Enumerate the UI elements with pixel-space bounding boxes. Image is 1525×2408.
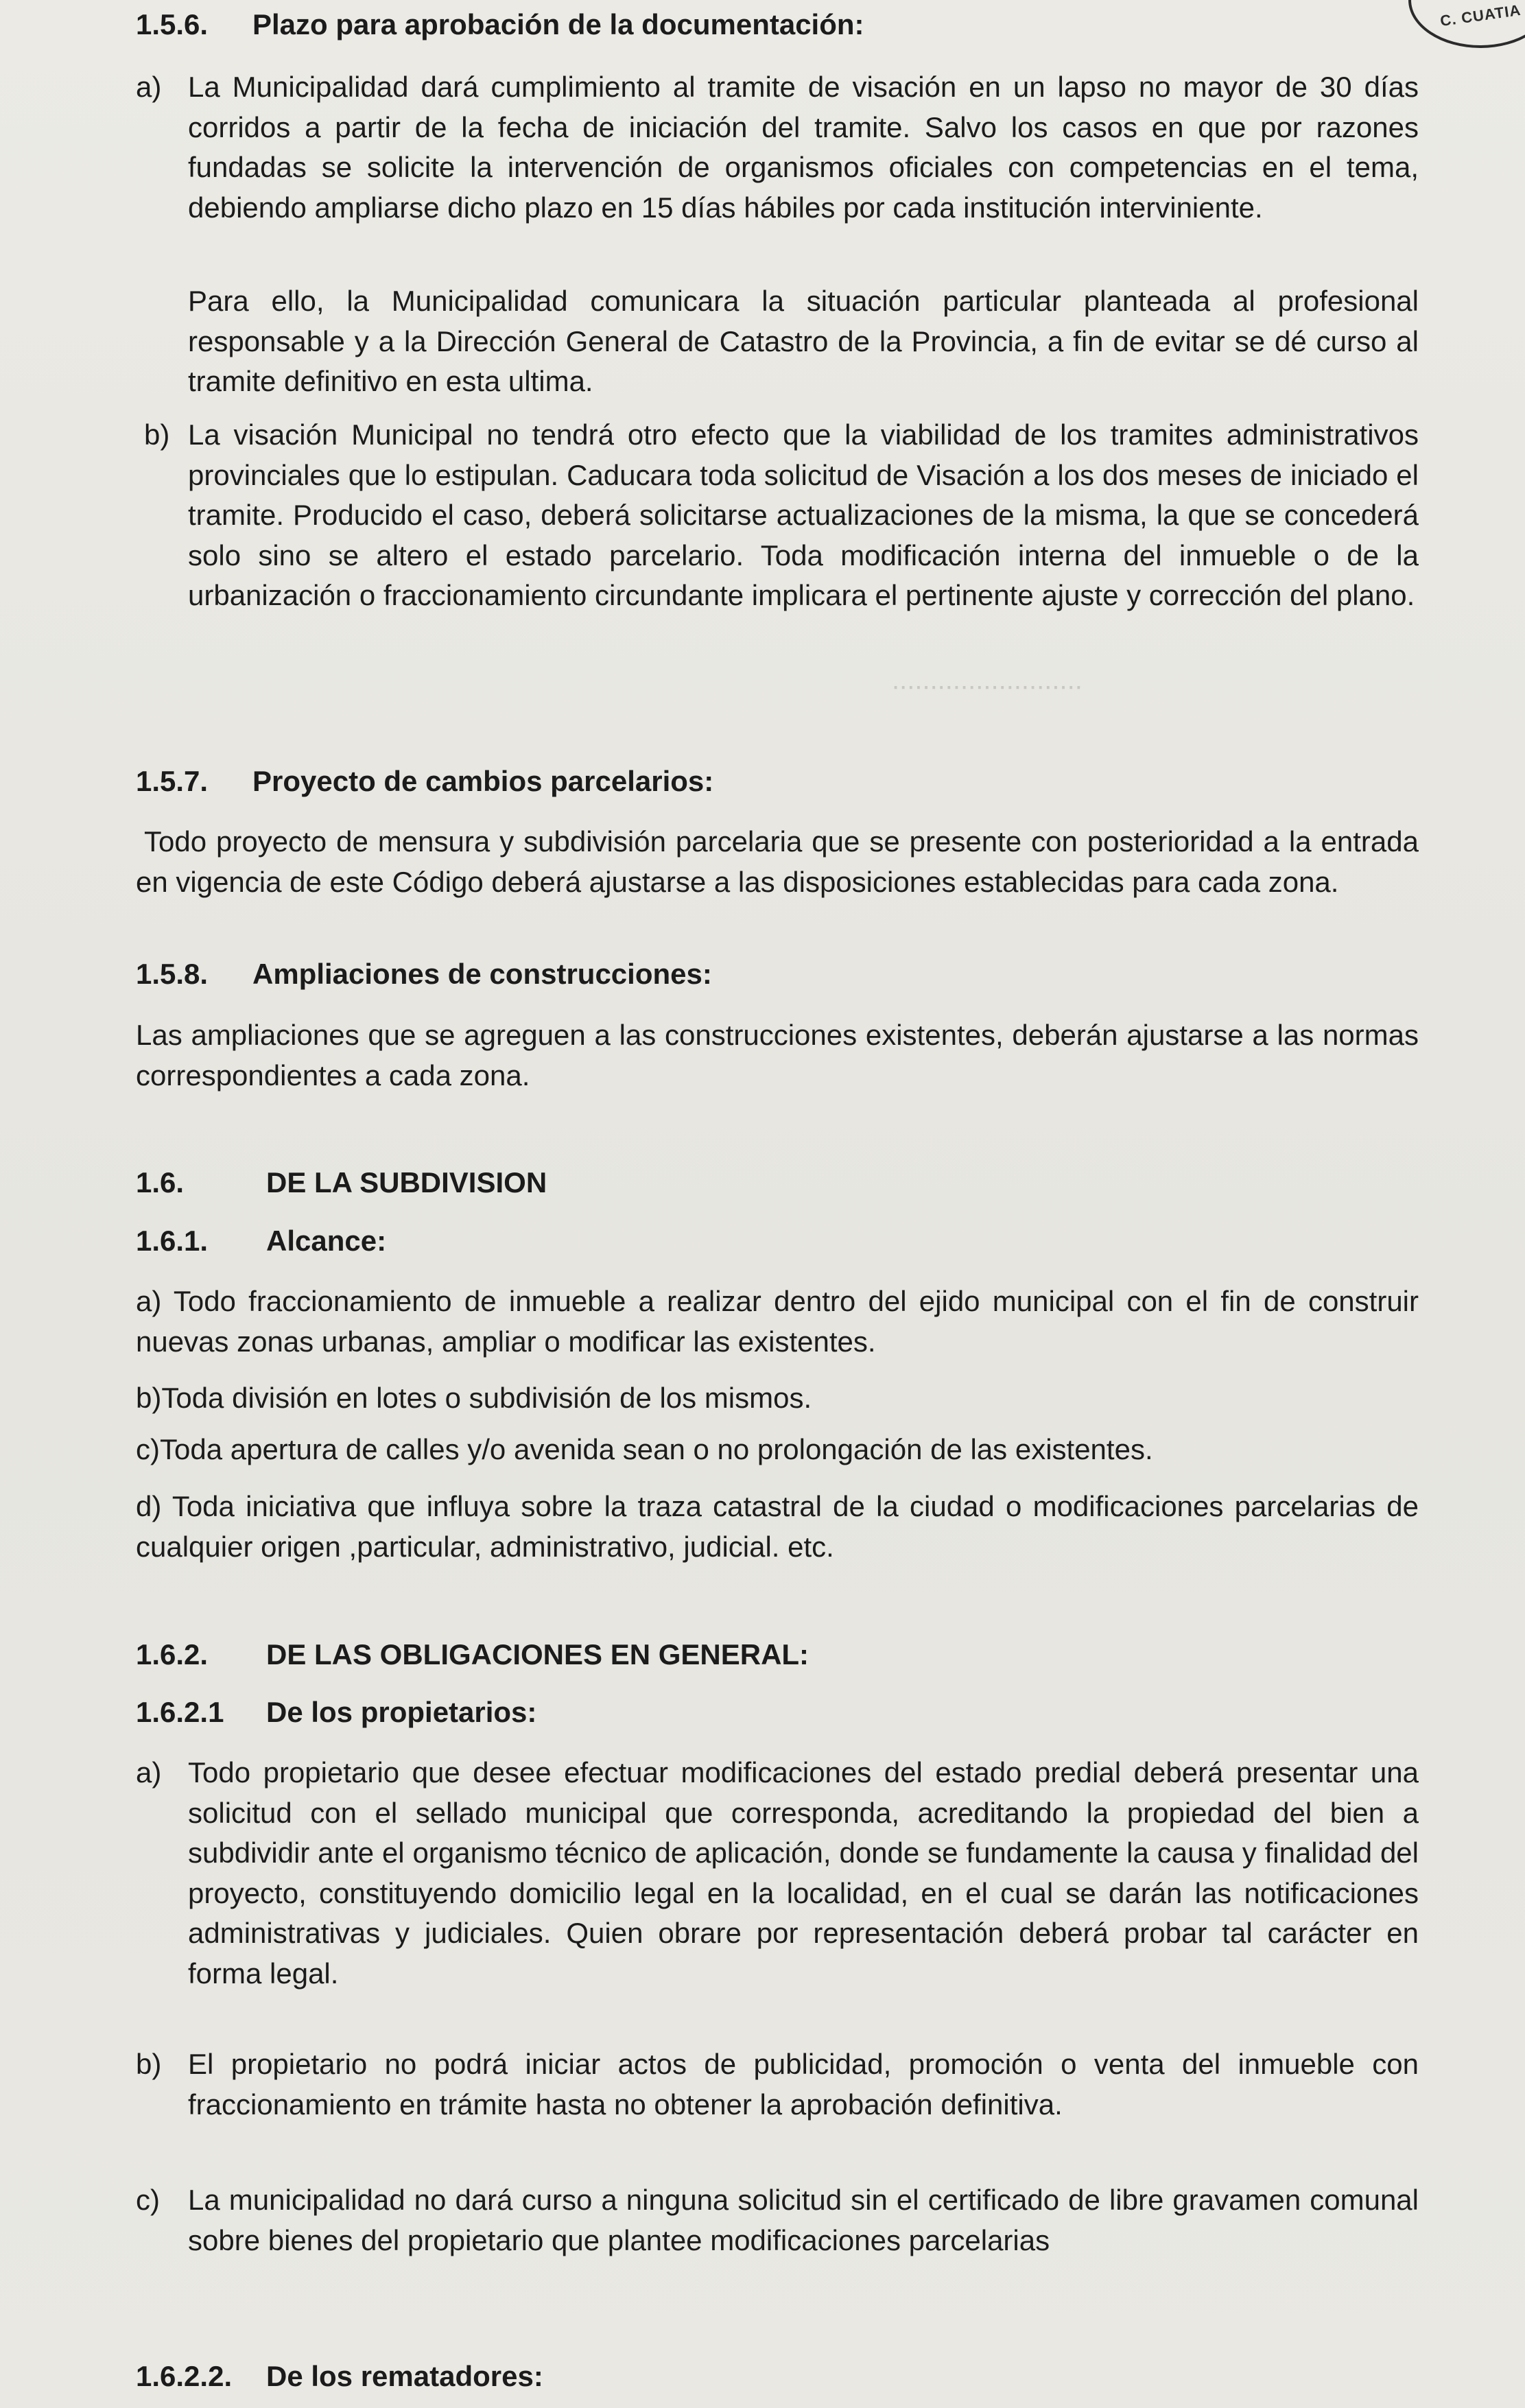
paragraph-text: Las ampliaciones que se agreguen a las construcciones existentes, deberán ajustarse a las normas correspondientes a cada zona. (136, 1019, 1419, 1091)
section-heading-1-6 (136, 1166, 547, 1199)
item-marker: a) (136, 71, 162, 103)
paragraph-text: a) Todo fraccionamiento de inmueble a realizar dentro del ejido municipal con el fin de construir nuevas zonas urbanas, ampliar o modificar las existentes. (136, 1285, 1419, 1358)
official-stamp (1408, 0, 1525, 48)
paragraph-1-5-6-b (144, 415, 1419, 616)
section-heading-1-5-6 (136, 8, 864, 41)
paragraph-1-6-1-d (136, 1487, 1419, 1567)
paragraph-1-5-6-a-cont (188, 281, 1419, 402)
section-title: Plazo para aprobación de la documentación: (252, 8, 864, 40)
section-number: 1.6. (136, 1166, 185, 1199)
section-number: 1.5.7. (136, 765, 209, 797)
section-heading-1-6-2 (136, 1638, 809, 1671)
section-title: De los propietarios: (266, 1696, 537, 1728)
paragraph-1-6-1-a (136, 1282, 1419, 1362)
paragraph-1-6-2-1-a (136, 1753, 1419, 1994)
item-marker: a) (136, 1756, 162, 1789)
paragraph-1-6-1-b (136, 1378, 1419, 1419)
item-marker: b) (144, 418, 170, 451)
paragraph-text: El propietario no podrá iniciar actos de publicidad, promoción o venta del inmueble con fraccionamiento en trámite hasta no obtener la aprobación definitiva. (188, 2048, 1419, 2121)
section-number: 1.6.1. (136, 1225, 209, 1257)
item-marker: c) (136, 2184, 160, 2216)
section-heading-1-6-1 (136, 1225, 386, 1258)
paragraph-text: La Municipalidad dará cumplimiento al tramite de visación en un lapso no mayor de 30 días corridos a partir de la fecha de iniciación del tramite. Salvo los casos en que por razones fundadas se solicite la intervención de organismos oficiales con competencias en el tema, debiendo ampliarse dicho plazo en 15 días hábiles por cada institución interviniente. (188, 71, 1419, 224)
stamp-text: C. CUATIA (1439, 1, 1522, 30)
paragraph-text: b)Toda división en lotes o subdivisión de los mismos. (136, 1382, 812, 1414)
section-number: 1.6.2.1 (136, 1696, 224, 1728)
paragraph-text: La municipalidad no dará curso a ninguna solicitud sin el certificado de libre gravamen comunal sobre bienes del propietario que plantee modificaciones parcelarias (188, 2184, 1419, 2256)
section-number: 1.6.2.2. (136, 2360, 233, 2392)
paragraph-1-5-6-a (136, 67, 1419, 228)
section-heading-1-6-2-1 (136, 1696, 536, 1729)
paragraph-1-6-2-1-c (136, 2180, 1419, 2261)
paragraph-text: Para ello, la Municipalidad comunicara la situación particular planteada al profesional responsable y a la Dirección General de Catastro de la Provincia, a fin de evitar se dé curso al tramite definitivo en esta ultima. (188, 285, 1419, 397)
section-number: 1.6.2. (136, 1638, 209, 1671)
paragraph-text: d) Toda iniciativa que influya sobre la traza catastral de la ciudad o modificaciones parcelarias de cualquier origen ,particular, administrativo, judicial. etc. (136, 1490, 1419, 1563)
paragraph-text: c)Toda apertura de calles y/o avenida sean o no prolongación de las existentes. (136, 1433, 1153, 1465)
paragraph-1-6-2-1-b (136, 2044, 1419, 2125)
paragraph-text: Todo propietario que desee efectuar modificaciones del estado predial deberá presentar una solicitud con el sellado municipal que corresponda, acreditando la propiedad del bien a subdividir ante el organismo técnico de aplicación, donde se fundamente la causa y finalidad del proyecto, constituyendo domicilio legal en la localidad, en el cual se darán las notificaciones administrativas y judiciales. Quien obrare por representación deberá probar tal carácter en forma legal. (188, 1756, 1419, 1990)
section-number: 1.5.8. (136, 958, 209, 990)
section-title: Proyecto de cambios parcelarios: (252, 765, 714, 797)
paragraph-text: La visación Municipal no tendrá otro efecto que la viabilidad de los tramites administrativos provinciales que lo estipulan. Caducara toda solicitud de Visación a los dos meses de iniciado el tramite. Producido el caso, deberá solicitarse actualizaciones de la misma, la que se concederá solo sino se altero el estado parcelario. Toda modificación interna del inmueble o de la urbanización o fraccionamiento circundante implicara el pertinente ajuste y corrección del plano. (188, 418, 1419, 611)
section-number: 1.5.6. (136, 8, 209, 40)
section-title: Alcance: (266, 1225, 387, 1257)
bleed-through-text: ......................... (892, 680, 1083, 710)
section-heading-1-5-7 (136, 765, 713, 798)
section-heading-1-6-2-2 (136, 2360, 543, 2393)
section-title: DE LAS OBLIGACIONES EN GENERAL: (266, 1638, 809, 1671)
paragraph-1-5-7 (136, 822, 1419, 902)
section-heading-1-5-8 (136, 958, 712, 991)
section-title: De los rematadores: (266, 2360, 543, 2392)
item-marker: b) (136, 2048, 162, 2080)
paragraph-1-5-8 (136, 1015, 1419, 1096)
section-title: Ampliaciones de construcciones: (252, 958, 712, 990)
section-title: DE LA SUBDIVISION (266, 1166, 547, 1199)
paragraph-text: Todo proyecto de mensura y subdivisión parcelaria que se presente con posterioridad a la entrada en vigencia de este Código deberá ajustarse a las disposiciones establecidas para cada zona. (136, 825, 1419, 898)
paragraph-1-6-1-c (136, 1430, 1419, 1470)
